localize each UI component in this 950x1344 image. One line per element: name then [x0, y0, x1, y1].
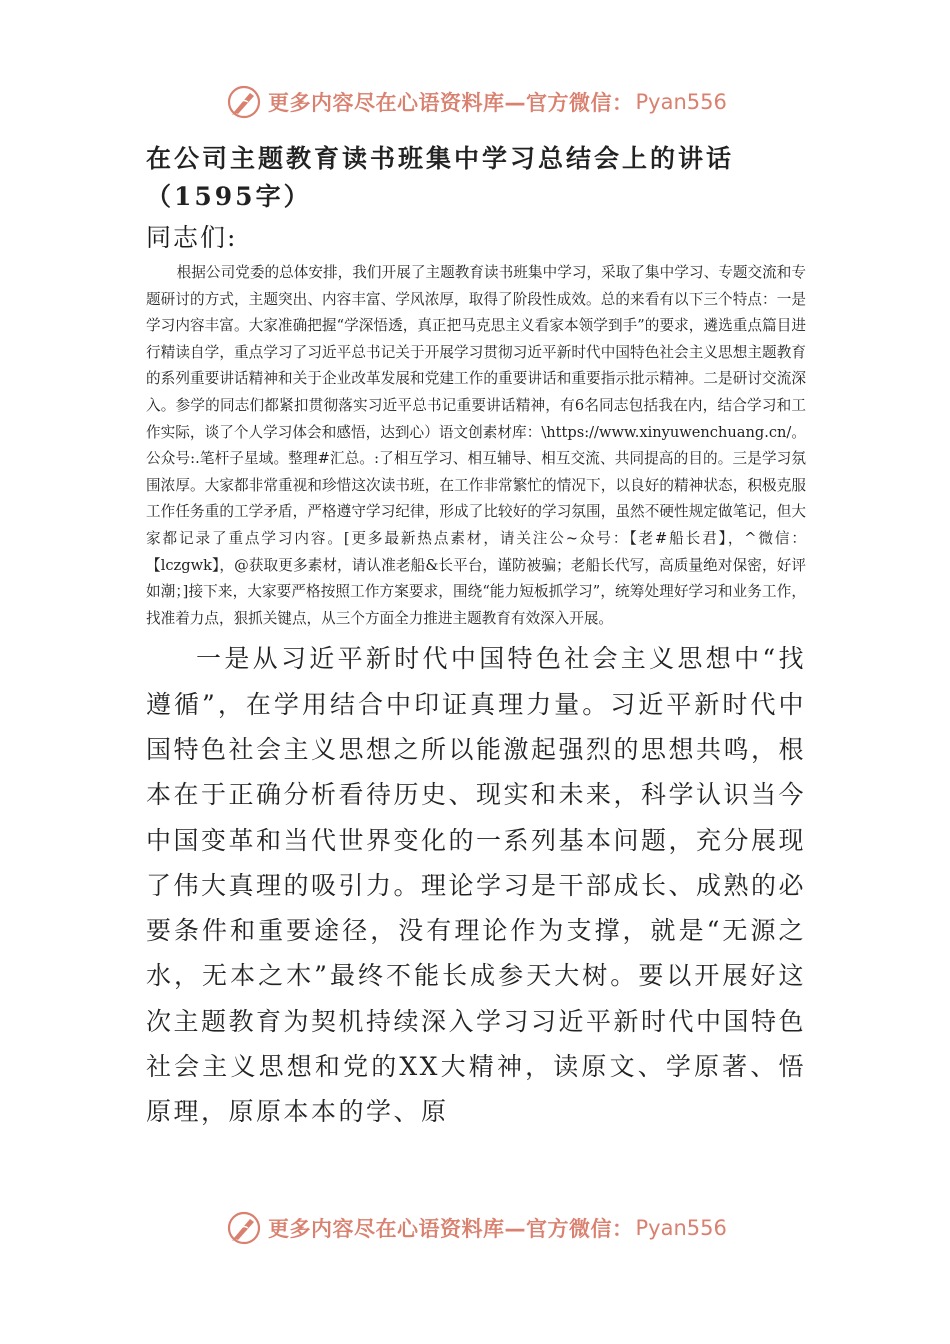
- watermark-text: 更多内容尽在心语资料库—官方微信：: [268, 91, 634, 115]
- pen-circle-logo-icon: [226, 84, 262, 120]
- watermark-wechat-id: Pyan556: [635, 1216, 727, 1240]
- document-title: 在公司主题教育读书班集中学习总结会上的讲话（1595字）: [146, 144, 735, 211]
- watermark-wechat-id: Pyan556: [635, 90, 727, 114]
- header-watermark: [226, 80, 746, 124]
- pen-circle-logo-icon: [226, 1210, 262, 1246]
- document-body: [146, 140, 806, 1135]
- salutation: 同志们:: [146, 223, 238, 252]
- paragraph-point-one: 一是从习近平新时代中国特色社会主义思想中“找遵循”，在学用结合中印证真理力量。习近平新时代中国特色社会主义思想之所以能激起强烈的思想共鸣，根本在于正确分析看待历史、现实和未来，科学认识当今中国变革和当代世界变化的一系列基本问题，充分展现了伟大真理的吸引力。理论学习是干部成长、成熟的必要条件和重要途径，没有理论作为支撑，就是“无源之水，无本之木”最终不能长成参天大树。要以开展好这次主题教育为契机持续深入学习习近平新时代中国特色社会主义思想和党的XX大精神，读原文、学原著、悟原理，原原本本的学、原: [146, 644, 807, 1127]
- paragraph-summary: 根据公司党委的总体安排，我们开展了主题教育读书班集中学习，采取了集中学习、专题交流和专题研讨的方式，主题突出、内容丰富、学风浓厚，取得了阶段性成效。总的来看有以下三个特点：一是学习内容丰富。大家准确把握“学深悟透，真正把马克思主义看家本领学到手”的要求，遴选重点篇目进行精读自学，重点学习了习近平总书记关于开展学习贯彻习近平新时代中国特色社会主义思想主题教育的系列重要讲话精神和关于企业改革发展和党建工作的重要讲话和重要指示批示精神。二是研讨交流深入。参学的同志们都紧扣贯彻落实习近平总书记重要讲话精神，有6名同志包括我在内，结合学习和工作实际，谈了个人学习体会和感悟，达到心）语文创素材库：\https://www.xinyuwenchuang.cn/。公众号:.笔杆子星域。整理#汇总。:了相互学习、相互辅导、相互交流、共同提高的目的。三是学习氛围浓厚。大家都非常重视和珍惜这次读书班，在工作非常繁忙的情况下，以良好的精神状态，积极克服工作任务重的工学矛盾，严格遵守学习纪律，形成了比较好的学习氛围，虽然不硬性规定做笔记，但大家都记录了重点学习内容。[更多最新热点素材，请关注公~众号：【老#船长君】，^微信：【lczgwk】，@获取更多素材，请认准老船&长平台，谨防被骗；老船长代写，高质量绝对保密，好评如潮；]接下来，大家要严格按照工作方案要求，围绕“能力短板抓学习”，统筹处理好学习和业务工作，找准着力点，狠抓关键点，从三个方面全力推进主题教育有效深入开展。: [146, 264, 806, 627]
- watermark-text: 更多内容尽在心语资料库—官方微信：: [268, 1217, 634, 1241]
- footer-watermark: [226, 1206, 746, 1250]
